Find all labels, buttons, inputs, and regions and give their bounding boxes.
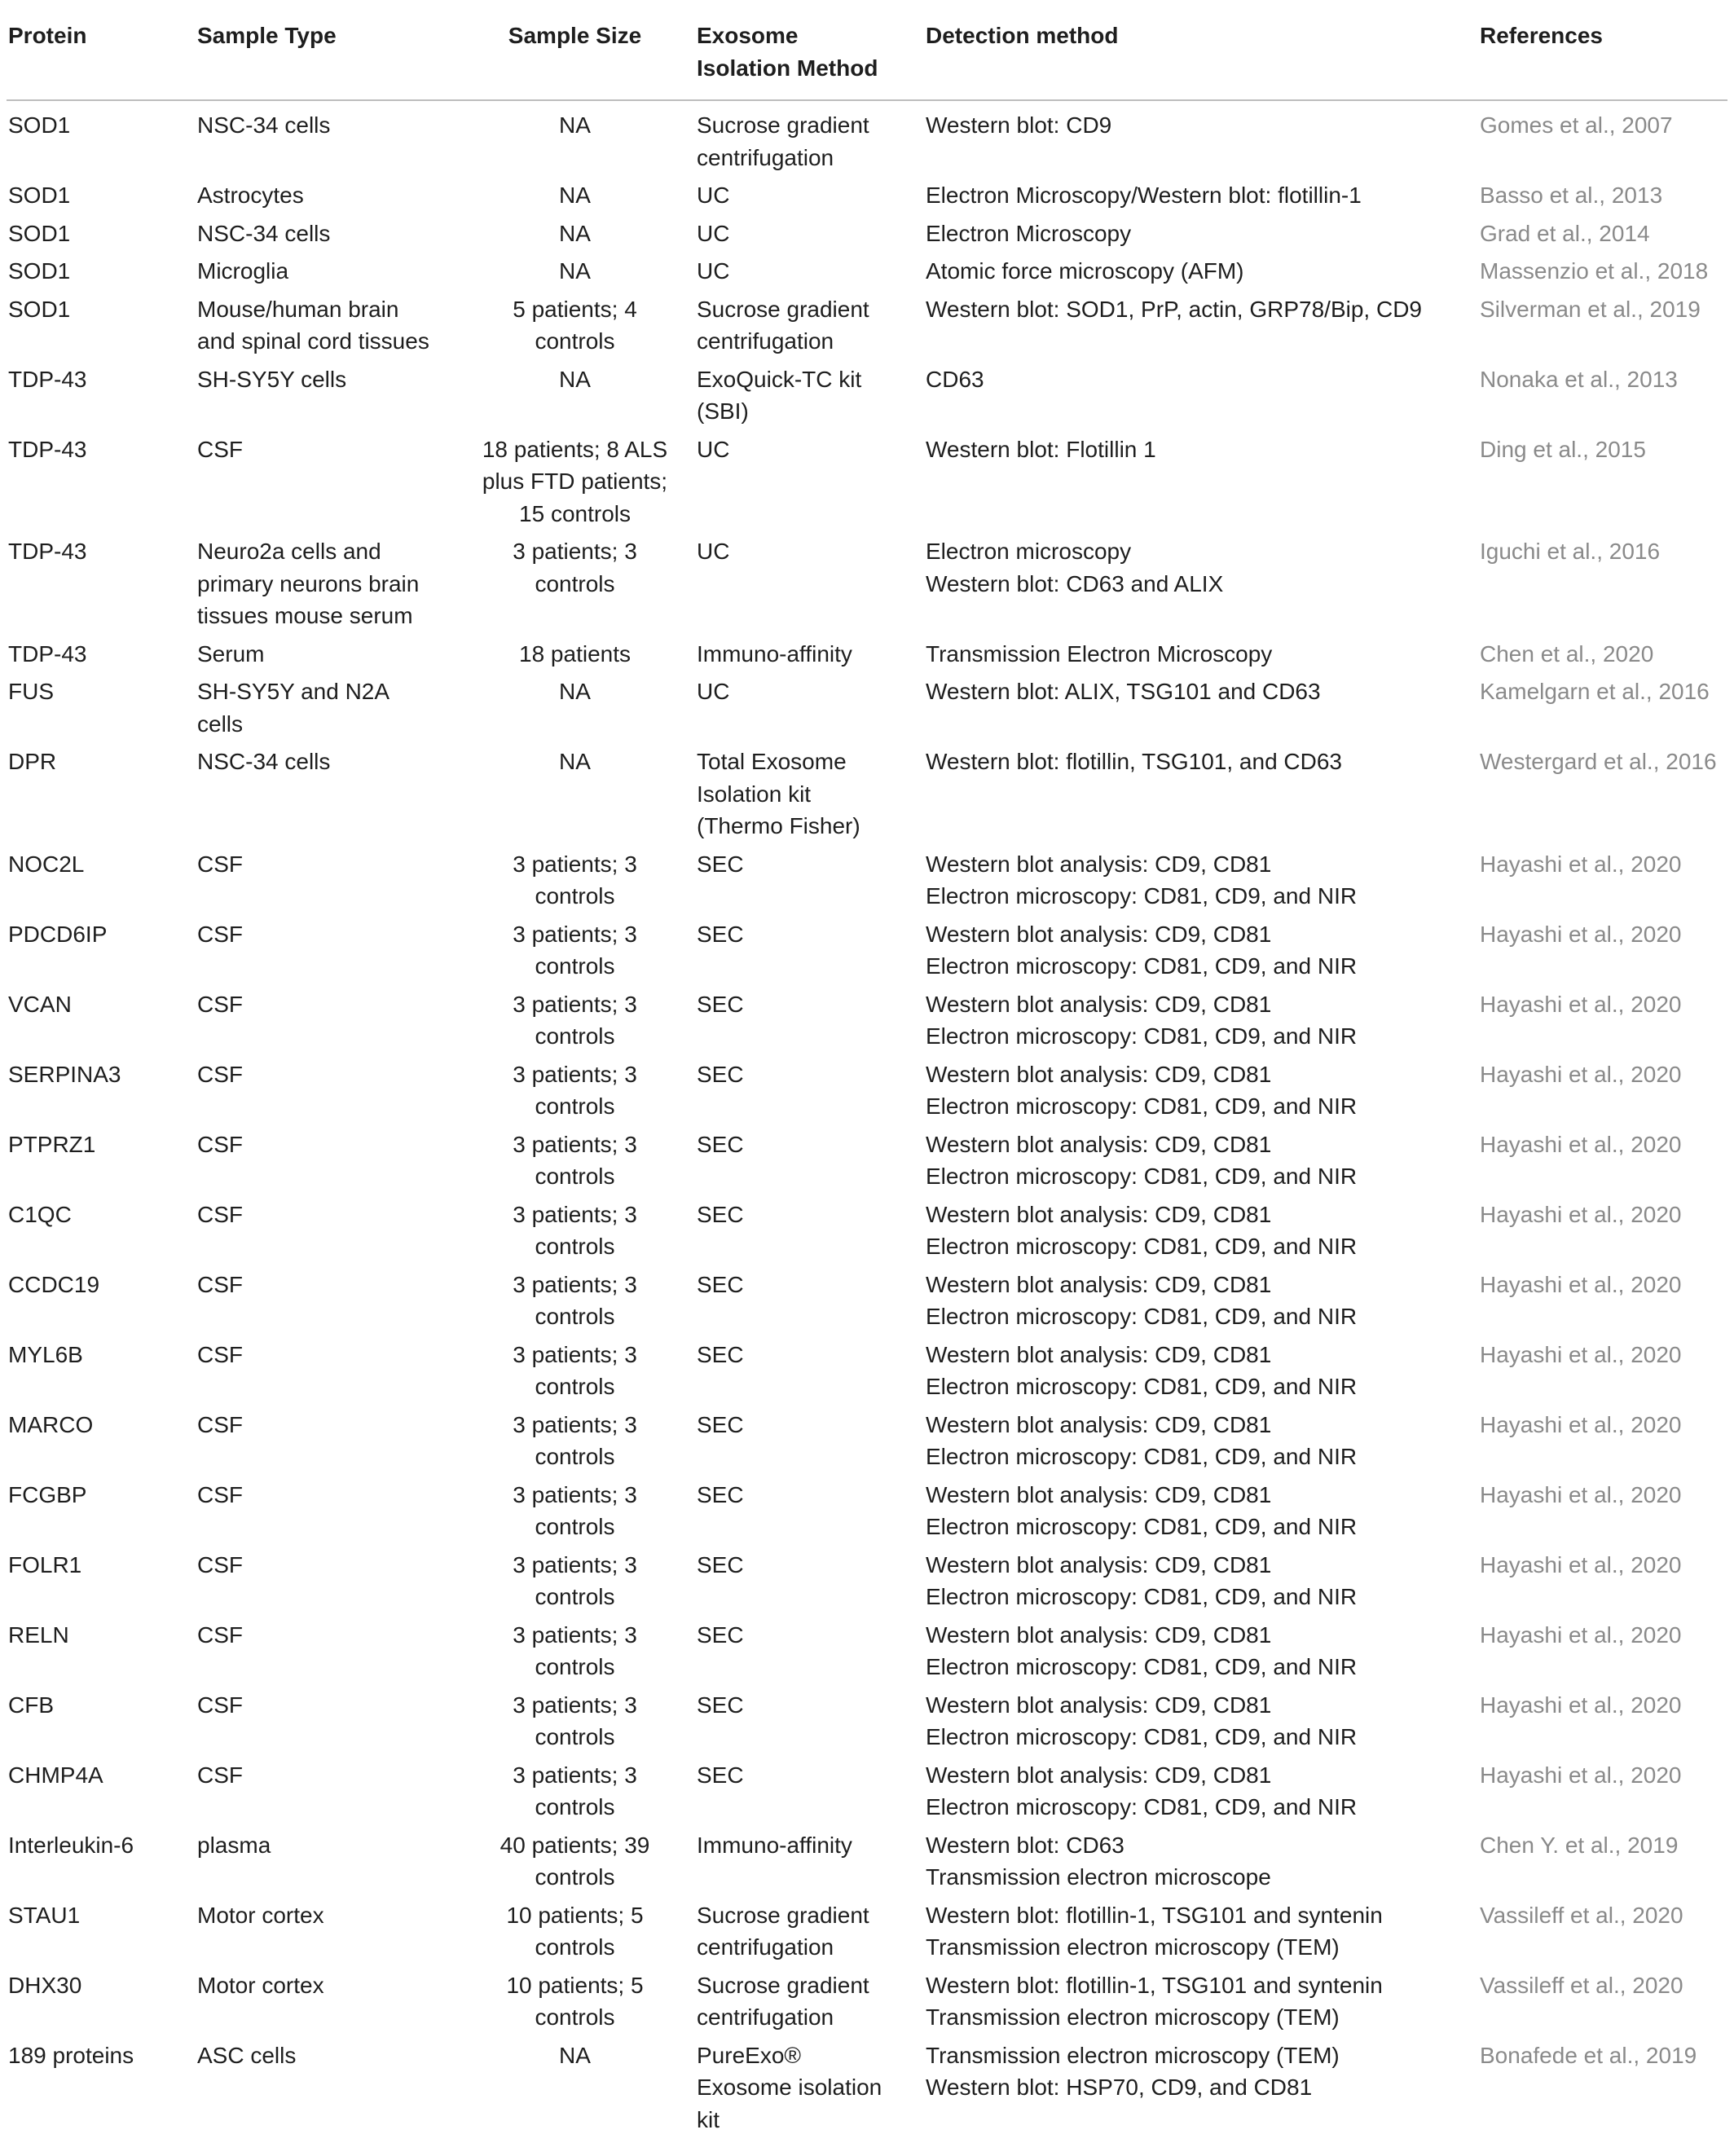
cell-detection-method: Western blot analysis: CD9, CD81 Electron microscopy: CD81, CD9, and NIR [926,851,1358,909]
cell-isolation-method: SEC [697,1061,744,1087]
table-row [7,1751,1727,1821]
cell-sample-type: CSF [197,851,243,877]
cell-protein: SERPINA3 [8,1061,121,1087]
table-row [7,980,1727,1050]
cell-reference: Hayashi et al., 2020 [1480,921,1682,947]
cell-isolation-method: SEC [697,1481,744,1507]
cell-sample-type: NSC-34 cells [197,220,331,246]
cell-detection-method: Western blot: flotillin-1, TSG101 and syntenin Transmission electron microscopy (TEM) [926,1902,1383,1960]
cell-reference: Basso et al., 2013 [1480,183,1663,208]
cell-sample-size: NA [559,679,591,704]
cell-sample-size: 18 patients [519,640,631,667]
cell-detection-method: CD63 [926,366,984,392]
cell-detection-method: Transmission electron microscopy (TEM) Western blot: HSP70, CD9, and CD81 [926,2042,1340,2100]
cell-protein: 189 proteins [8,2042,134,2068]
table-row [7,171,1727,209]
cell-sample-size: 3 patients; 3 controls [513,1411,637,1469]
cell-protein: RELN [8,1621,69,1648]
cell-protein: TDP-43 [8,539,87,564]
cell-reference: Vassileff et al., 2020 [1480,1902,1683,1928]
cell-sample-size: 3 patients; 3 controls [513,539,637,596]
cell-isolation-method: SEC [697,1692,744,1718]
cell-reference: Chen et al., 2020 [1480,640,1654,667]
cell-sample-type: CSF [197,1762,243,1788]
cell-sample-size: 3 patients; 3 controls [513,1341,637,1399]
cell-detection-method: Western blot analysis: CD9, CD81 Electron microscopy: CD81, CD9, and NIR [926,1271,1358,1329]
cell-isolation-method: SEC [697,851,744,877]
cell-detection-method: Western blot analysis: CD9, CD81 Electron microscopy: CD81, CD9, and NIR [926,1692,1358,1749]
cell-sample-type: CSF [197,921,243,947]
cell-isolation-method: Total Exosome Isolation kit (Thermo Fisher) [697,749,860,838]
cell-sample-size: 3 patients; 3 controls [513,1551,637,1609]
cell-isolation-method: Sucrose gradient centrifugation [697,112,869,170]
cell-protein: SOD1 [8,112,71,138]
table-row [7,1261,1727,1331]
cell-reference: Hayashi et al., 2020 [1480,1341,1682,1367]
cell-protein: TDP-43 [8,640,87,667]
cell-detection-method: Western blot analysis: CD9, CD81 Electron microscopy: CD81, CD9, and NIR [926,1061,1358,1119]
cell-sample-size: 3 patients; 3 controls [513,1131,637,1189]
cell-sample-size: NA [559,183,591,208]
cell-sample-size: 18 patients; 8 ALS plus FTD patients; 15 controls [482,436,668,526]
cell-isolation-method: Immuno-affinity [697,640,852,667]
table-row [7,1471,1727,1541]
cell-protein: SOD1 [8,296,71,322]
table-row [7,1331,1727,1401]
cell-sample-size: 3 patients; 3 controls [513,1762,637,1819]
cell-reference: Grad et al., 2014 [1480,220,1650,246]
cell-isolation-method: SEC [697,1762,744,1788]
cell-sample-type: plasma [197,1832,271,1858]
cell-sample-type: CSF [197,1201,243,1227]
cell-protein: SOD1 [8,258,71,284]
cell-protein: DPR [8,749,57,774]
cell-protein: NOC2L [8,851,85,877]
cell-sample-type: CSF [197,1692,243,1718]
cell-reference: Hayashi et al., 2020 [1480,1131,1682,1157]
exosome-protein-table [7,20,1727,2133]
cell-sample-type: CSF [197,1131,243,1157]
cell-isolation-method: SEC [697,1411,744,1437]
header-protein: Protein [8,23,87,48]
table-row [7,1681,1727,1751]
cell-detection-method: Electron Microscopy/Western blot: flotillin-1 [926,183,1362,208]
cell-reference: Hayashi et al., 2020 [1480,1201,1682,1227]
cell-protein: TDP-43 [8,366,87,392]
cell-detection-method: Western blot: flotillin, TSG101, and CD63 [926,749,1342,774]
cell-protein: CFB [8,1692,54,1718]
cell-isolation-method: Sucrose gradient centrifugation [697,1972,869,2030]
cell-reference: Vassileff et al., 2020 [1480,1972,1683,1998]
table-body [7,101,1727,2133]
cell-sample-size: 3 patients; 3 controls [513,1621,637,1679]
cell-sample-size: NA [559,112,591,138]
table-row [7,2031,1727,2134]
table-row [7,840,1727,910]
cell-sample-type: CSF [197,1481,243,1507]
cell-reference: Hayashi et al., 2020 [1480,1762,1682,1788]
table-row [7,910,1727,980]
cell-sample-type: CSF [197,436,243,462]
cell-sample-type: CSF [197,1271,243,1297]
cell-detection-method: Western blot analysis: CD9, CD81 Electron microscopy: CD81, CD9, and NIR [926,1131,1358,1189]
cell-sample-type: SH-SY5Y and N2A cells [197,679,390,737]
cell-isolation-method: Sucrose gradient centrifugation [697,1902,869,1960]
table-row [7,737,1727,840]
table-row [7,667,1727,737]
cell-isolation-method: SEC [697,1131,744,1157]
cell-sample-size: 10 patients; 5 controls [506,1902,644,1960]
header-sample-type: Sample Type [197,23,337,48]
cell-sample-type: Neuro2a cells and primary neurons brain tissues mouse serum [197,539,420,628]
cell-sample-size: NA [559,220,591,246]
cell-isolation-method: SEC [697,921,744,947]
cell-detection-method: Western blot analysis: CD9, CD81 Electron microscopy: CD81, CD9, and NIR [926,1341,1358,1399]
cell-detection-method: Western blot analysis: CD9, CD81 Electron microscopy: CD81, CD9, and NIR [926,1551,1358,1609]
table-row [7,1541,1727,1611]
cell-isolation-method: UC [697,258,730,284]
cell-sample-type: ASC cells [197,2042,297,2068]
cell-detection-method: Electron microscopy Western blot: CD63 and ALIX [926,539,1224,596]
cell-protein: FOLR1 [8,1551,82,1577]
cell-protein: VCAN [8,991,72,1017]
cell-reference: Hayashi et al., 2020 [1480,1061,1682,1087]
table-row [7,101,1727,171]
header-isolation-method: Exosome Isolation Method [697,23,878,81]
cell-isolation-method: UC [697,679,730,704]
cell-isolation-method: UC [697,183,730,208]
cell-protein: Interleukin-6 [8,1832,134,1858]
cell-isolation-method: Sucrose gradient centrifugation [697,296,869,354]
table-row [7,1190,1727,1261]
cell-detection-method: Western blot analysis: CD9, CD81 Electron microscopy: CD81, CD9, and NIR [926,1621,1358,1679]
cell-protein: PDCD6IP [8,921,108,947]
cell-sample-size: 3 patients; 3 controls [513,851,637,909]
cell-reference: Hayashi et al., 2020 [1480,1692,1682,1718]
table-row [7,247,1727,285]
table-row [7,527,1727,630]
cell-isolation-method: ExoQuick-TC kit (SBI) [697,366,862,424]
header-sample-size: Sample Size [508,23,642,48]
cell-reference: Silverman et al., 2019 [1480,296,1701,322]
cell-sample-size: NA [559,749,591,774]
cell-protein: FUS [8,679,54,704]
cell-protein: CCDC19 [8,1271,100,1297]
cell-reference: Massenzio et al., 2018 [1480,258,1709,284]
header-references: References [1480,23,1603,48]
cell-sample-type: Mouse/human brain and spinal cord tissues [197,296,429,354]
cell-protein: MYL6B [8,1341,83,1367]
table-row [7,1821,1727,1891]
cell-detection-method: Western blot analysis: CD9, CD81 Electron microscopy: CD81, CD9, and NIR [926,991,1358,1049]
table-row [7,285,1727,355]
cell-reference: Hayashi et al., 2020 [1480,1621,1682,1648]
cell-protein: C1QC [8,1201,72,1227]
cell-sample-type: Microglia [197,258,289,284]
cell-sample-size: 3 patients; 3 controls [513,1481,637,1539]
cell-detection-method: Western blot: ALIX, TSG101 and CD63 [926,679,1321,704]
cell-sample-size: NA [559,366,591,392]
cell-reference: Iguchi et al., 2016 [1480,539,1661,564]
cell-sample-type: CSF [197,1061,243,1087]
table-row [7,1961,1727,2031]
cell-isolation-method: SEC [697,991,744,1017]
cell-sample-type: CSF [197,1621,243,1648]
cell-isolation-method: UC [697,436,730,462]
cell-isolation-method: Immuno-affinity [697,1832,852,1858]
cell-reference: Bonafede et al., 2019 [1480,2042,1697,2068]
cell-reference: Chen Y. et al., 2019 [1480,1832,1679,1858]
cell-reference: Hayashi et al., 2020 [1480,991,1682,1017]
cell-detection-method: Western blot analysis: CD9, CD81 Electron microscopy: CD81, CD9, and NIR [926,1481,1358,1539]
table-row [7,630,1727,668]
cell-detection-method: Western blot analysis: CD9, CD81 Electron microscopy: CD81, CD9, and NIR [926,1411,1358,1469]
cell-isolation-method: SEC [697,1621,744,1648]
cell-sample-size: 3 patients; 3 controls [513,1201,637,1259]
cell-sample-type: Serum [197,640,265,667]
table-row [7,209,1727,248]
table-row [7,355,1727,425]
cell-sample-type: Astrocytes [197,183,304,208]
cell-detection-method: Western blot analysis: CD9, CD81 Electron microscopy: CD81, CD9, and NIR [926,1201,1358,1259]
cell-isolation-method: UC [697,539,730,564]
cell-detection-method: Western blot analysis: CD9, CD81 Electron microscopy: CD81, CD9, and NIR [926,1762,1358,1819]
cell-sample-type: Motor cortex [197,1902,324,1928]
cell-protein: STAU1 [8,1902,81,1928]
cell-protein: FCGBP [8,1481,87,1507]
table-row [7,1611,1727,1681]
cell-protein: PTPRZ1 [8,1131,96,1157]
cell-sample-size: 40 patients; 39 controls [500,1832,650,1890]
cell-reference: Hayashi et al., 2020 [1480,1411,1682,1437]
cell-detection-method: Western blot: Flotillin 1 [926,436,1156,462]
cell-sample-size: 3 patients; 3 controls [513,921,637,979]
cell-reference: Westergard et al., 2016 [1480,749,1717,774]
cell-sample-type: CSF [197,1341,243,1367]
cell-detection-method: Western blot: CD63 Transmission electron microscope [926,1832,1271,1890]
cell-sample-type: CSF [197,991,243,1017]
cell-protein: DHX30 [8,1972,82,1998]
cell-sample-size: 3 patients; 3 controls [513,991,637,1049]
cell-sample-type: CSF [197,1411,243,1437]
table-row [7,425,1727,528]
cell-sample-size: NA [559,2042,591,2068]
table-row [7,1891,1727,1961]
cell-reference: Hayashi et al., 2020 [1480,1271,1682,1297]
cell-sample-type: NSC-34 cells [197,749,331,774]
cell-isolation-method: UC [697,220,730,246]
cell-sample-type: CSF [197,1551,243,1577]
cell-reference: Hayashi et al., 2020 [1480,1481,1682,1507]
cell-sample-size: NA [559,258,591,284]
cell-reference: Hayashi et al., 2020 [1480,1551,1682,1577]
cell-protein: SOD1 [8,220,71,246]
cell-protein: TDP-43 [8,436,87,462]
cell-sample-size: 3 patients; 3 controls [513,1061,637,1119]
cell-sample-size: 3 patients; 3 controls [513,1271,637,1329]
cell-sample-type: SH-SY5Y cells [197,366,347,392]
cell-reference: Kamelgarn et al., 2016 [1480,679,1710,704]
cell-sample-type: NSC-34 cells [197,112,331,138]
cell-reference: Hayashi et al., 2020 [1480,851,1682,877]
cell-detection-method: Western blot: SOD1, PrP, actin, GRP78/Bip, CD9 [926,296,1422,322]
cell-protein: SOD1 [8,183,71,208]
cell-reference: Gomes et al., 2007 [1480,112,1673,138]
cell-reference: Nonaka et al., 2013 [1480,366,1678,392]
cell-sample-size: 10 patients; 5 controls [506,1972,644,2030]
cell-isolation-method: PureExo® Exosome isolation kit [697,2042,882,2132]
table-header [7,20,1727,101]
cell-detection-method: Transmission Electron Microscopy [926,640,1273,667]
cell-sample-type: Motor cortex [197,1972,324,1998]
cell-isolation-method: SEC [697,1551,744,1577]
cell-detection-method: Western blot: flotillin-1, TSG101 and syntenin Transmission electron microscopy (TEM) [926,1972,1383,2030]
cell-detection-method: Western blot: CD9 [926,112,1112,138]
cell-sample-size: 3 patients; 3 controls [513,1692,637,1749]
cell-isolation-method: SEC [697,1341,744,1367]
cell-protein: MARCO [8,1411,94,1437]
table-row [7,1120,1727,1190]
cell-sample-size: 5 patients; 4 controls [513,296,637,354]
cell-detection-method: Electron Microscopy [926,220,1132,246]
cell-reference: Ding et al., 2015 [1480,436,1646,462]
cell-protein: CHMP4A [8,1762,103,1788]
cell-detection-method: Western blot analysis: CD9, CD81 Electron microscopy: CD81, CD9, and NIR [926,921,1358,979]
cell-isolation-method: SEC [697,1201,744,1227]
cell-detection-method: Atomic force microscopy (AFM) [926,258,1244,284]
cell-isolation-method: SEC [697,1271,744,1297]
header-detection-method: Detection method [926,23,1119,48]
table-row [7,1401,1727,1471]
table-row [7,1050,1727,1120]
